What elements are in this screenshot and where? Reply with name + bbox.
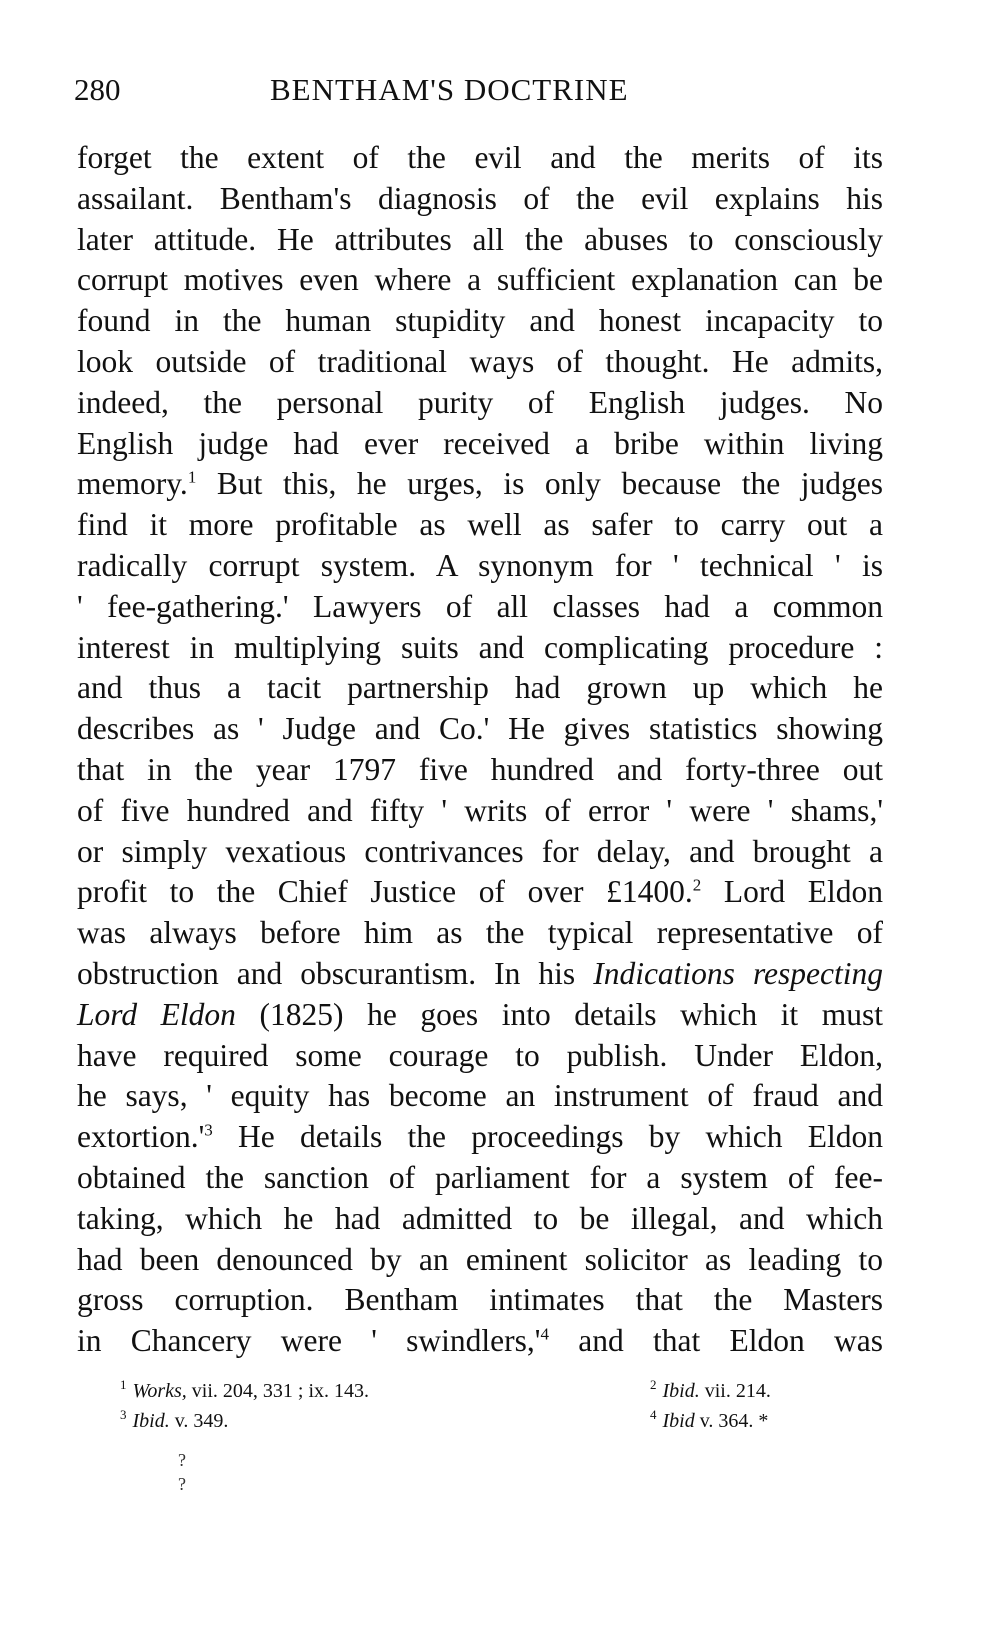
text-line: had been denounced by an eminent solicitor as leading to: [77, 1241, 883, 1277]
footnote-text: vii. 214.: [699, 1380, 771, 1402]
text-line: and thus a tacit partnership had grown up which he: [77, 670, 883, 706]
text-line: look outside of traditional ways of thought. He admits,: [77, 343, 883, 379]
text-line: obtained the sanction of parliament for a system of fee-: [77, 1159, 883, 1195]
footnote-number: 4: [650, 1407, 657, 1423]
footnote-number: 2: [650, 1377, 657, 1393]
text-line: radically corrupt system. A synonym for ' technical ' is: [77, 547, 883, 583]
text-line: he says, ' equity has become an instrument of fraud and: [77, 1078, 883, 1114]
text-line: [77, 995, 883, 1036]
text-line: forget the extent of the evil and the merits of its: [77, 140, 883, 175]
footnote-text: v. 349.: [169, 1410, 229, 1432]
footnote-1: [120, 1376, 369, 1406]
page-number: 280: [74, 72, 121, 107]
text-line: that in the year 1797 five hundred and forty-three out: [77, 751, 883, 787]
running-head: [74, 70, 894, 110]
footnote-source: Ibid: [662, 1410, 695, 1432]
footnote-text: vii. 204, 331 ; ix. 143.: [186, 1380, 370, 1402]
footnote-ref: 1: [187, 467, 197, 487]
text-line: corrupt motives even where a sufficient explanation can be: [77, 262, 883, 298]
footnotes: [120, 1376, 840, 1436]
text-line: taking, which he had admitted to be illegal, and which: [77, 1200, 883, 1236]
footnote-source: Ibid.: [662, 1380, 700, 1402]
text-segment: in Chancery were ' swindlers,': [77, 1323, 541, 1359]
text-line: later attitude. He attributes all the abuses to consciously: [77, 221, 883, 257]
stray-mark: *: [758, 1410, 769, 1432]
text-line: of five hundred and fifty ' writs of error ' were ' shams,': [77, 792, 883, 828]
text-segment: and that Eldon was: [578, 1323, 883, 1359]
body-text: [77, 138, 883, 1362]
footnote-4: [650, 1406, 768, 1436]
text-line: gross corruption. Bentham intimates that the Masters: [77, 1282, 883, 1318]
text-segment: He details the proceedings by which Eldon: [238, 1119, 883, 1155]
italic-title: Indications respecting: [593, 955, 884, 991]
text-segment: memory.: [77, 466, 188, 502]
text-line: assailant. Bentham's diagnosis of the evil explains his: [77, 180, 883, 216]
footnote-ref: 3: [204, 1120, 213, 1140]
footnote-source: Works,: [132, 1380, 187, 1402]
text-line: find it more profitable as well as safer to carry out a: [77, 507, 883, 543]
text-line: have required some courage to publish. Under Eldon,: [77, 1037, 883, 1073]
text-segment: Lord Eldon: [723, 874, 883, 910]
text-line: or simply vexatious contrivances for delay, and brought a: [77, 833, 883, 869]
text-line: interest in multiplying suits and complicating procedure :: [77, 629, 883, 665]
text-line: describes as ' Judge and Co.' He gives statistics showing: [77, 711, 883, 747]
text-line: [77, 872, 883, 913]
footnote-2: [650, 1376, 771, 1406]
footnote-text: v. 364.: [694, 1410, 754, 1432]
stray-mark: ?: [178, 1474, 186, 1494]
text-line: [77, 1117, 883, 1158]
footnote-ref: 2: [692, 875, 702, 895]
footnote-number: 3: [120, 1407, 127, 1423]
text-segment: profit to the Chief Justice of over £1400.: [77, 874, 693, 910]
text-line: [77, 1321, 883, 1362]
text-line: indeed, the personal purity of English judges. No: [77, 384, 883, 420]
footnote-number: 1: [120, 1377, 127, 1393]
italic-title: Lord Eldon: [77, 996, 236, 1032]
footnote-3: [120, 1406, 228, 1436]
running-title: BENTHAM'S DOCTRINE: [270, 72, 629, 107]
text-line: found in the human stupidity and honest incapacity to: [77, 303, 883, 339]
text-segment: extortion.': [77, 1119, 205, 1155]
text-line: was always before him as the typical representative of: [77, 915, 883, 951]
text-segment: (1825) he goes into details which it must: [259, 996, 883, 1032]
text-line: ' fee-gathering.' Lawyers of all classes had a common: [77, 588, 883, 624]
text-line: English judge had ever received a bribe within living: [77, 425, 883, 461]
footnote-row: [120, 1406, 840, 1436]
text-segment: obstruction and obscurantism. In his: [77, 955, 576, 991]
text-segment: But this, he urges, is only because the judges: [216, 466, 884, 502]
footnote-row: [120, 1376, 840, 1406]
footnote-source: Ibid.: [132, 1410, 170, 1432]
footnote-ref: 4: [540, 1324, 549, 1344]
text-line: [77, 464, 883, 505]
text-line: [77, 954, 883, 995]
stray-mark: ?: [178, 1450, 186, 1470]
